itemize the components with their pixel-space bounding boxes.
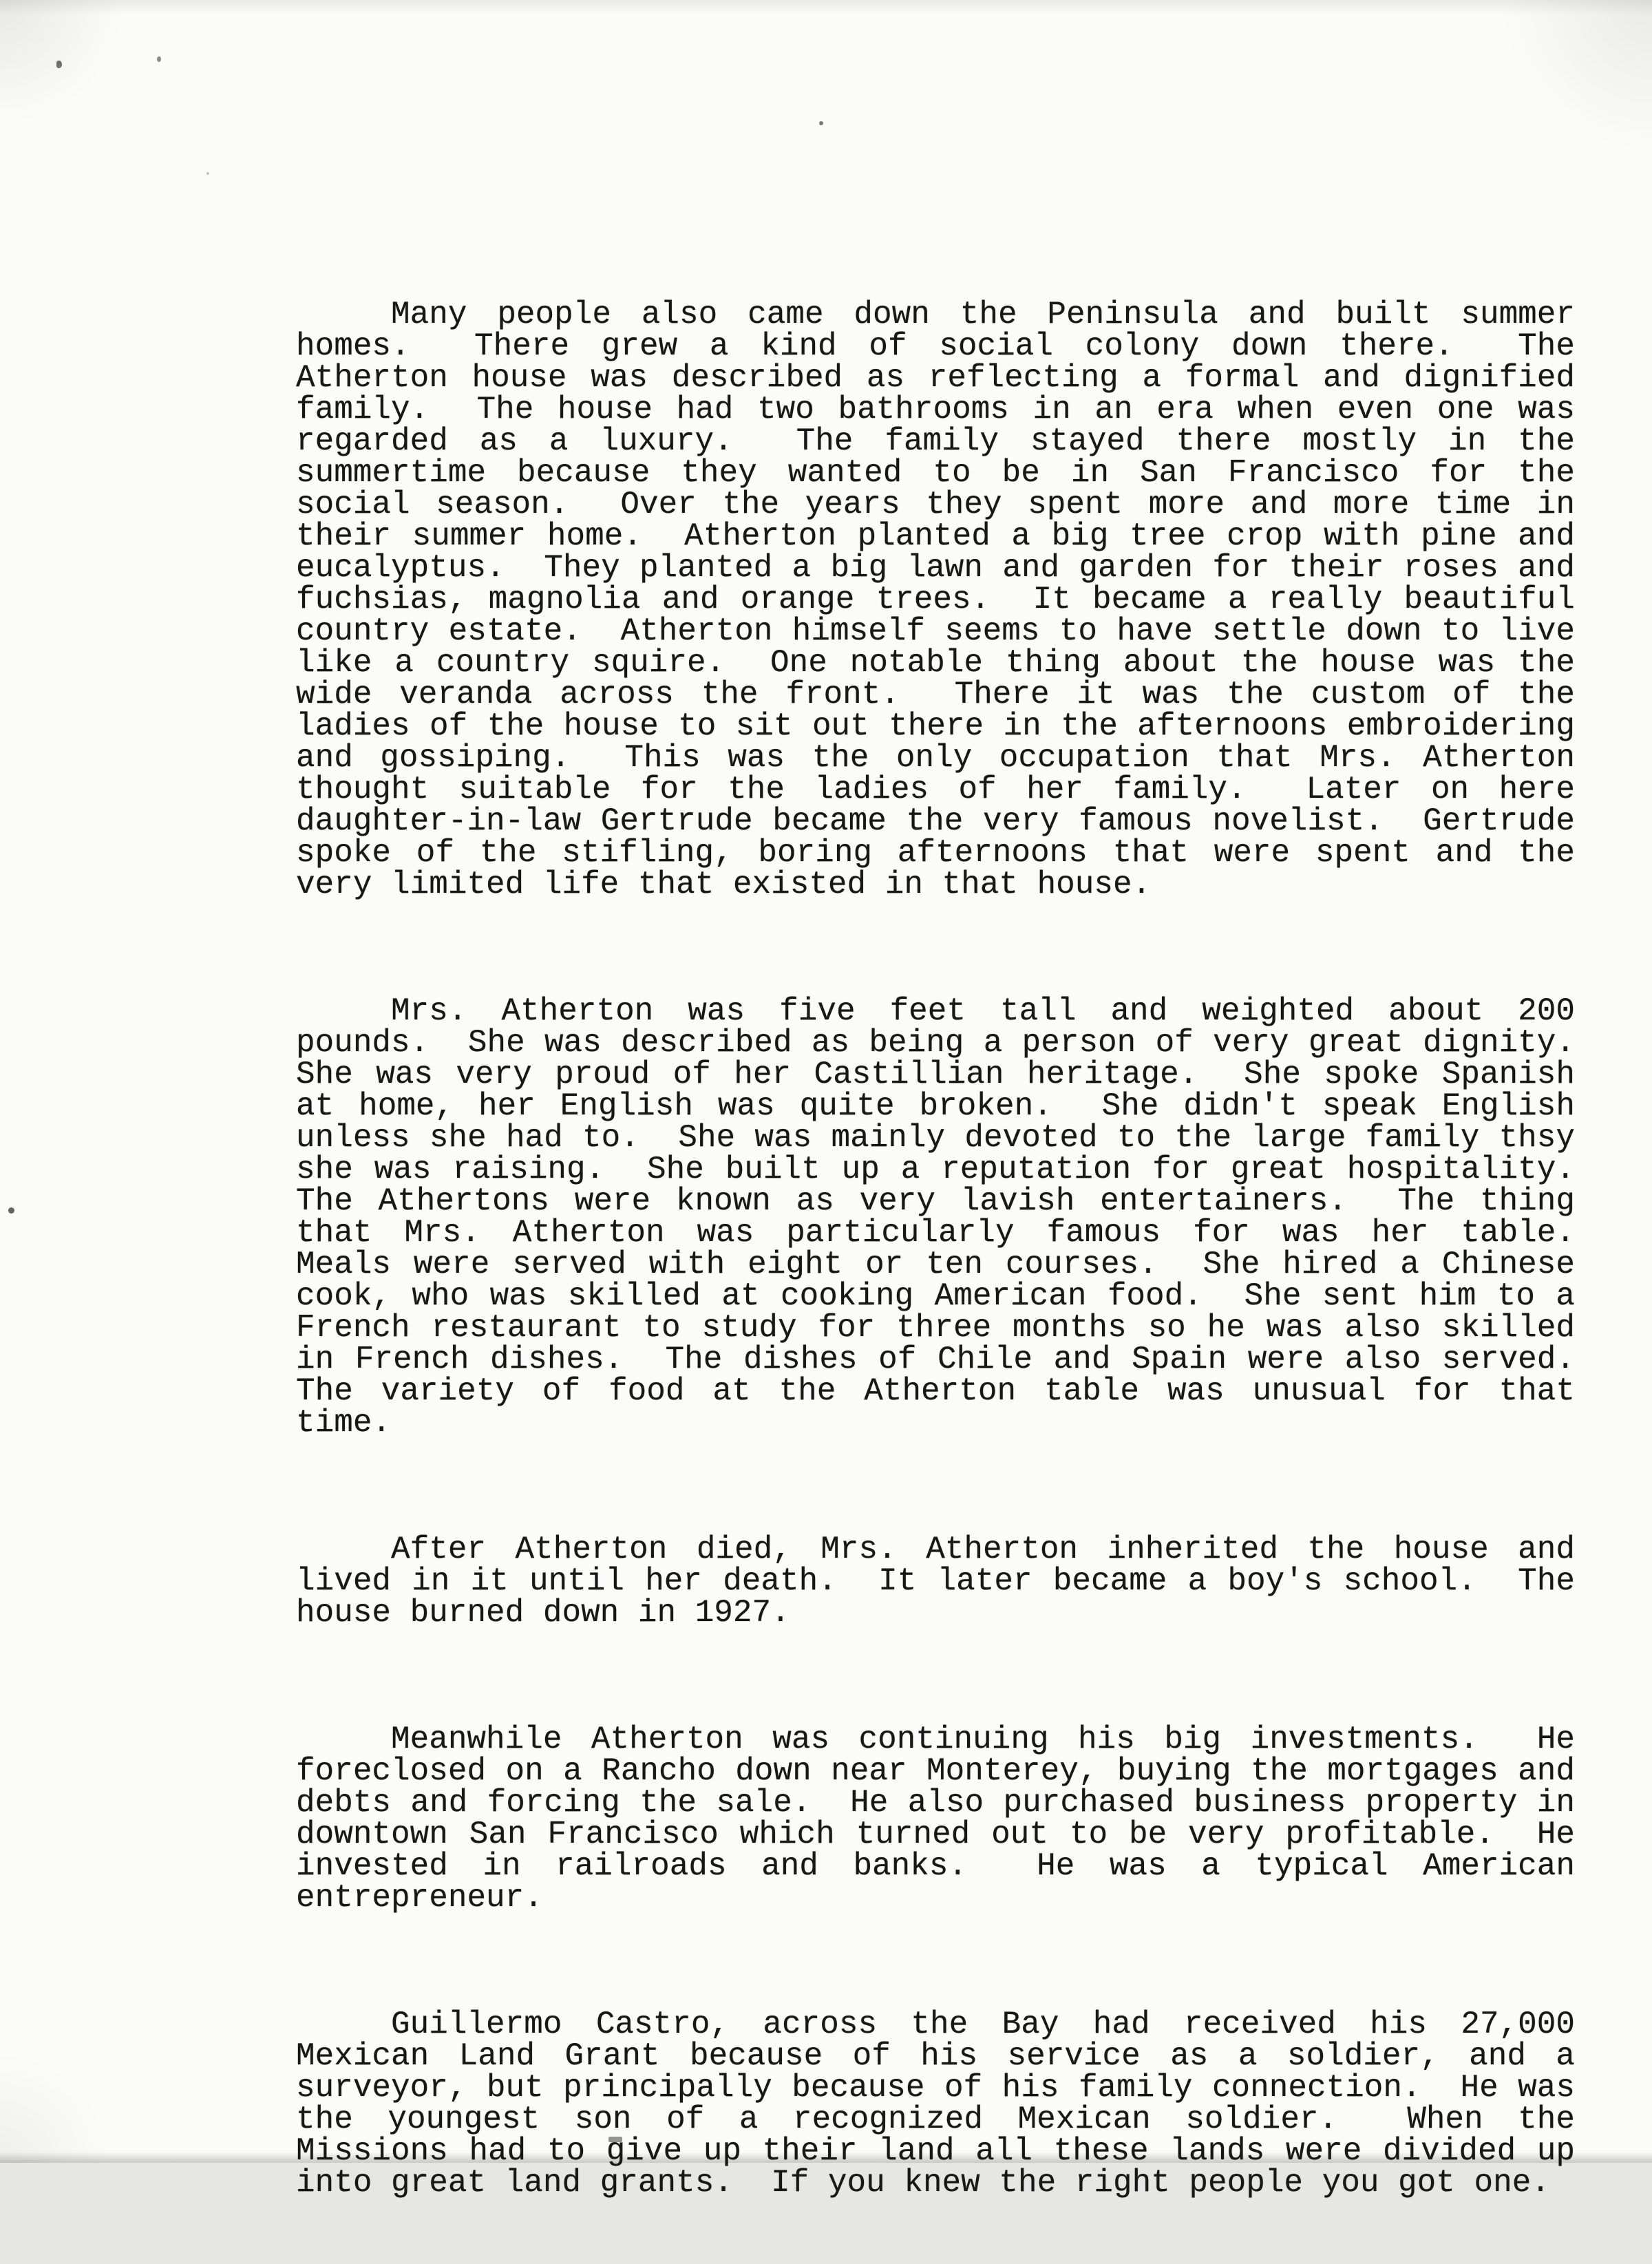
paragraph-mrs-atherton: Mrs. Atherton was five feet tall and weighted about 200 pounds. She was described as being a person of very great dignity. She was very proud of her Castillian heritage. She spoke Spanish at home, her English was quite broken. She didn't speak English unless she had to. She was mainly devoted to the large family thsy she was raising. She built up a reputation for great hospitality. The Athertons were known as very lavish entertainers. The thing that Mrs. Atherton was particularly famous for was her table. Meals were served with eight or ten courses. She hired a Chinese cook, who was skilled at cooking American food. She sent him to a French restaurant to study for three months so he was also skilled in French dishes. The dishes of Chile and Spain were also served. The variety of food at the Atherton table was unusual for that time.: [296, 993, 1613, 1441]
paragraph-after-atherton-died: After Atherton died, Mrs. Atherton inherited the house and lived in it until her death. It later became a boy's school. The house burned down in 1927.: [296, 1532, 1594, 1631]
paragraph-atherton-summer-home: Many people also came down the Peninsula and built summer homes. There grew a kind of social colony down there. The Atherton house was described as reflecting a formal and dignified family. The house had two bathrooms in an era when even one was regarded as a luxury. The family stayed there mostly in the summertime because they wanted to be in San Francisco for the social season. Over the years they spent more and more time in their summer home. Atherton planted a big tree crop with pine and eucalyptus. They planted a big lawn and garden for their roses and fuchsias, magnolia and orange trees. It became a really beautiful country estate. Atherton himself seems to have settle down to live like a country squire. One notable thing about the house was the wide veranda across the front. There it was the custom of the ladies of the house to sit out there in the afternoons embroidering and gossiping. This was the only occupation that Mrs. Atherton thought suitable for the ladies of her family. Later on here daughter-in-law Gertrude became the very famous novelist. Gertrude spoke of the stifling, boring afternoons that were spent and the very limited life that existed in that house.: [296, 297, 1594, 902]
paragraph-atherton-investments: Meanwhile Atherton was continuing his big investments. He foreclosed on a Rancho down near Monterey, buying the mortgages and debts and forcing the sale. He also purchased business property in downtown San Francisco which turned out to be very profitable. He invested in railroads and banks. He was a typical American entrepreneur.: [296, 1722, 1594, 1916]
paragraph-guillermo-castro: Guillermo Castro, across the Bay had received his 27,000 Mexican Land Grant because of his service as a soldier, and a surveyor, but principally because of his family connection. He was the youngest son of a recognized Mexican soldier. When the Missions had to give up their land all these lands were divided up into great land grants. If you knew the right people you got one.: [296, 2007, 1594, 2201]
scan-speck: [8, 1207, 14, 1214]
scan-speck: [56, 61, 62, 68]
document-body: [296, 235, 1613, 2262]
scan-speck: [206, 172, 209, 175]
scan-speck: [157, 56, 161, 62]
scan-speck: [819, 121, 823, 125]
